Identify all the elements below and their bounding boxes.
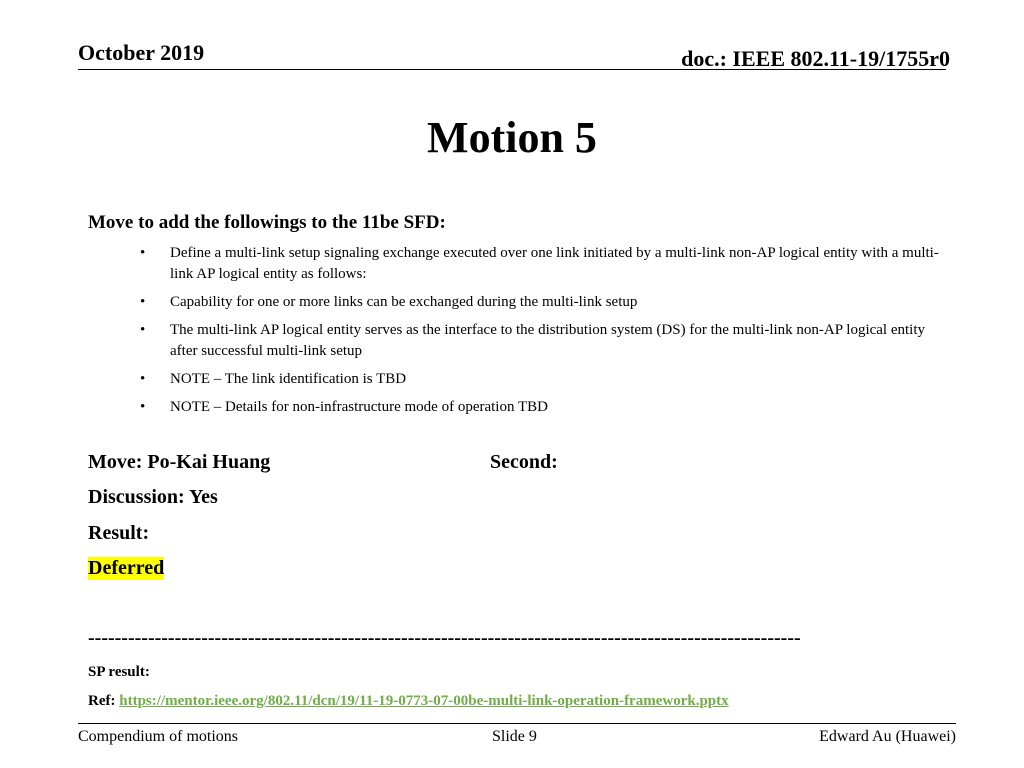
list-item [88, 397, 940, 418]
motion-intro: Move to add the followings to the 11be SFD: [88, 212, 446, 233]
result-outcome-badge: Deferred [88, 557, 165, 579]
bullet-icon: • [140, 371, 146, 387]
footer-title: Compendium of motions [78, 728, 238, 745]
slide-title: Motion 5 [427, 113, 597, 162]
move-by: Move: Po-Kai Huang [88, 451, 271, 473]
header-date: October 2019 [78, 40, 205, 65]
bullet-icon: • [140, 399, 146, 415]
sp-result-label: SP result: [88, 664, 150, 680]
list-item [88, 292, 940, 313]
motion-bullet-list [88, 243, 948, 418]
separator-line: ----------------------------------------------------------------------------------------------------------- [88, 627, 801, 649]
list-item [88, 320, 940, 362]
result-label: Result: [88, 522, 150, 544]
bullet-text: NOTE – Details for non-infrastructure mode of operation TBD [170, 399, 548, 415]
motion-content [88, 212, 948, 425]
bullet-icon: • [140, 322, 146, 338]
reference-link[interactable]: https://mentor.ieee.org/802.11/dcn/19/11-19-0773-07-00be-multi-link-operation-framework.pptx [119, 693, 729, 709]
bullet-text: Define a multi-link setup signaling exchange executed over one link initiated by a multi-link non-AP logical entity with a multi-link AP logical entity as follows: [170, 245, 939, 282]
bullet-icon: • [140, 245, 146, 261]
list-item [88, 243, 940, 285]
bullet-icon: • [140, 294, 146, 310]
bullet-text: Capability for one or more links can be exchanged during the multi-link setup [170, 294, 638, 310]
list-item [88, 369, 940, 390]
header-doc-id: doc.: IEEE 802.11-19/1755r0 [681, 46, 950, 71]
bullet-text: The multi-link AP logical entity serves as the interface to the distribution system (DS) for the multi-link non-AP logical entity after successful multi-link setup [170, 322, 926, 359]
discussion-status: Discussion: Yes [88, 486, 218, 508]
reference-label: Ref: [88, 693, 116, 709]
second-by: Second: [490, 451, 558, 473]
slide-number: Slide 9 [492, 728, 537, 745]
reference-line [88, 693, 729, 710]
footer-author: Edward Au (Huawei) [819, 728, 956, 745]
footer-divider [78, 723, 956, 724]
header-divider [78, 69, 946, 70]
bullet-text: NOTE – The link identification is TBD [170, 371, 407, 387]
